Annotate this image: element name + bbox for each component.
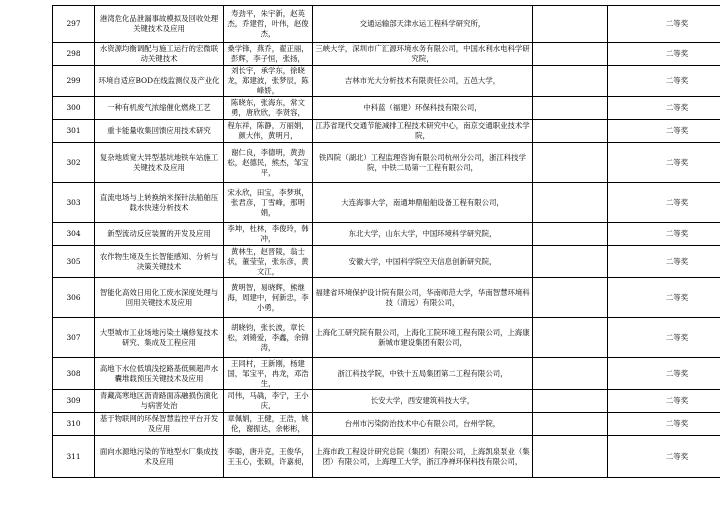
blank-cell (533, 318, 608, 358)
table-row (53, 66, 720, 97)
contributors-cell: 司伟，马骉，李宁，王小庆， (224, 390, 313, 413)
award-number-cell: 303 (53, 183, 95, 223)
institutions-cell: 东北大学，山东大学，中国环境科学研究院， (313, 223, 533, 246)
award-number-cell: 299 (53, 66, 95, 97)
award-grade-cell: 二等奖 (608, 318, 720, 358)
award-number-cell: 309 (53, 390, 95, 413)
project-title-cell: 面向水源地污染的节地型水厂集成技术及应用 (95, 436, 224, 478)
institutions-cell: 大连海事大学，南通坤鼎船舶设备工程有限公司， (313, 183, 533, 223)
contributors-cell: 黄林生，赵晋陵，翁士状，董莹莹，张东彦，黄文江， (224, 246, 313, 278)
award-number-cell: 310 (53, 413, 95, 436)
contributors-cell: 程东祥，陈静，万丽娟，颜大伟，黄明月， (224, 120, 313, 143)
blank-cell (533, 183, 608, 223)
contributors-cell: 桑学锋，燕乔，翟正丽，彭辉，李子恒，张扬， (224, 43, 313, 66)
award-grade-cell: 二等奖 (608, 66, 720, 97)
contributors-cell: 章佩娟，王健，王浩，姚伦，谢振达，余彬彬， (224, 413, 313, 436)
project-title-cell: 直流电场与上转换纳米探针法船舶压载水快速分析技术 (95, 183, 224, 223)
institutions-cell: 江苏省现代交通节能减排工程技术研究中心，南京交通职业技术学院， (313, 120, 533, 143)
awards-table (52, 5, 720, 478)
contributors-cell: 胡晓钧，张长波，章长松，刘锵爱，李鑫，余锦涛， (224, 318, 313, 358)
table-row (53, 358, 720, 390)
award-number-cell: 301 (53, 120, 95, 143)
project-title-cell: 港湾危化品泄漏事故模拟及回收处理关键技术及应用 (95, 6, 224, 43)
award-number-cell: 297 (53, 6, 95, 43)
award-grade-cell: 二等奖 (608, 43, 720, 66)
award-number-cell: 306 (53, 278, 95, 318)
project-title-cell: 水资源均衡调配与施工运行的宏微联动关键技术 (95, 43, 224, 66)
project-title-cell: 重卡能量收集回馈应用技术研究 (95, 120, 224, 143)
blank-cell (533, 6, 608, 43)
award-grade-cell: 二等奖 (608, 436, 720, 478)
project-title-cell: 农作物生境及生长智能感知、分析与决策关键技术 (95, 246, 224, 278)
award-grade-cell: 二等奖 (608, 97, 720, 120)
table-row (53, 413, 720, 436)
blank-cell (533, 143, 608, 183)
blank-cell (533, 390, 608, 413)
award-grade-cell: 二等奖 (608, 143, 720, 183)
contributors-cell: 王同村，王新刚，杨建国，邹宝平，冉龙，邓浩生， (224, 358, 313, 390)
contributors-cell: 宋永欣，田宝，李梦琪，张君彦，丁雪峰，那明娟， (224, 183, 313, 223)
blank-cell (533, 43, 608, 66)
table-row (53, 223, 720, 246)
institutions-cell: 台州市污染防治技术中心有限公司，台州学院， (313, 413, 533, 436)
contributors-cell: 李坤，杜林，李俊玲，韩冲， (224, 223, 313, 246)
award-number-cell: 311 (53, 436, 95, 478)
award-grade-cell: 二等奖 (608, 223, 720, 246)
blank-cell (533, 223, 608, 246)
contributors-cell: 寿劲平，朱宇新，赵英杰，乔建哲，叶伟，赵俊杰， (224, 6, 313, 43)
table-row (53, 278, 720, 318)
institutions-cell: 安徽大学，中国科学院空天信息创新研究院， (313, 246, 533, 278)
table-row (53, 143, 720, 183)
award-grade-cell: 二等奖 (608, 413, 720, 436)
table-row (53, 6, 720, 43)
blank-cell (533, 278, 608, 318)
contributors-cell: 陈晓东，张海东，常文勇，唐欣欣，李贤容， (224, 97, 313, 120)
award-grade-cell: 二等奖 (608, 390, 720, 413)
institutions-cell: 中科蓝（福建）环保科技有限公司， (313, 97, 533, 120)
table-row (53, 183, 720, 223)
project-title-cell: 智能化高效日用化工废水深度处理与回用关键技术及应用 (95, 278, 224, 318)
table-row (53, 436, 720, 478)
table-row (53, 318, 720, 358)
award-grade-cell: 二等奖 (608, 6, 720, 43)
institutions-cell: 吉林市光大分析技术有限责任公司，五邑大学， (313, 66, 533, 97)
blank-cell (533, 66, 608, 97)
contributors-cell: 谢仁良，李德明，黄劲松，赵德民，熊杰，邹宝平， (224, 143, 313, 183)
institutions-cell: 长安大学，西安建筑科技大学， (313, 390, 533, 413)
table-row (53, 120, 720, 143)
blank-cell (533, 120, 608, 143)
project-title-cell: 青藏高寒地区沥青路面冻融损伤演化与病害处治 (95, 390, 224, 413)
award-grade-cell: 二等奖 (608, 278, 720, 318)
table-row (53, 246, 720, 278)
award-number-cell: 298 (53, 43, 95, 66)
table-body (53, 6, 720, 478)
contributors-cell: 黄明智，易晓辉，熊继海，周建中，何新忠，李小勇， (224, 278, 313, 318)
award-number-cell: 300 (53, 97, 95, 120)
institutions-cell: 上海市政工程设计研究总院（集团）有限公司，上海凯泉泵业（集团）有限公司，上海理工大学，浙江净禅环保科技有限公司， (313, 436, 533, 478)
institutions-cell: 三峡大学，深圳市广汇源环境水务有限公司，中国水利水电科学研究院， (313, 43, 533, 66)
award-grade-cell: 二等奖 (608, 358, 720, 390)
award-number-cell: 307 (53, 318, 95, 358)
institutions-cell: 铁四院（湖北）工程监理咨询有限公司杭州分公司，浙江科技学院，中铁二局第一工程有限公司， (313, 143, 533, 183)
project-title-cell: 新型流动反应装置的开发及应用 (95, 223, 224, 246)
project-title-cell: 环境自适应BOD在线监测仪及产业化 (95, 66, 224, 97)
project-title-cell: 复杂地质宽大异型基坑地铁车站施工关键技术及应用 (95, 143, 224, 183)
blank-cell (533, 97, 608, 120)
table-row (53, 390, 720, 413)
institutions-cell: 福建省环境保护设计院有限公司，华南师范大学，华南智慧环境科技（清远）有限公司， (313, 278, 533, 318)
award-number-cell: 305 (53, 246, 95, 278)
project-title-cell: 高地下水位低填浅挖路基低频超声水囊堆载预压关键技术及应用 (95, 358, 224, 390)
blank-cell (533, 436, 608, 478)
project-title-cell: 一种有机废气浓缩催化燃烧工艺 (95, 97, 224, 120)
table-row (53, 43, 720, 66)
blank-cell (533, 246, 608, 278)
award-grade-cell: 二等奖 (608, 246, 720, 278)
institutions-cell: 上海化工研究院有限公司，上海化工院环境工程有限公司，上海康新城市建设集团有限公司， (313, 318, 533, 358)
table-row (53, 97, 720, 120)
award-number-cell: 308 (53, 358, 95, 390)
award-number-cell: 302 (53, 143, 95, 183)
award-grade-cell: 二等奖 (608, 183, 720, 223)
contributors-cell: 刘长宇，承学东，徐晓龙，郑建波，张梦辰，陈峰娇， (224, 66, 313, 97)
institutions-cell: 交通运输部天津水运工程科学研究所， (313, 6, 533, 43)
blank-cell (533, 358, 608, 390)
project-title-cell: 大型城市工业场地污染土壤修复技术研究、集成及工程应用 (95, 318, 224, 358)
blank-cell (533, 413, 608, 436)
award-number-cell: 304 (53, 223, 95, 246)
award-grade-cell: 二等奖 (608, 120, 720, 143)
institutions-cell: 浙江科技学院，中铁十五局集团第二工程有限公司， (313, 358, 533, 390)
project-title-cell: 基于物联网的环保智慧监控平台开发及应用 (95, 413, 224, 436)
contributors-cell: 李聪，唐升克，王俊华，王玉心，张硕，许嘉昶， (224, 436, 313, 478)
